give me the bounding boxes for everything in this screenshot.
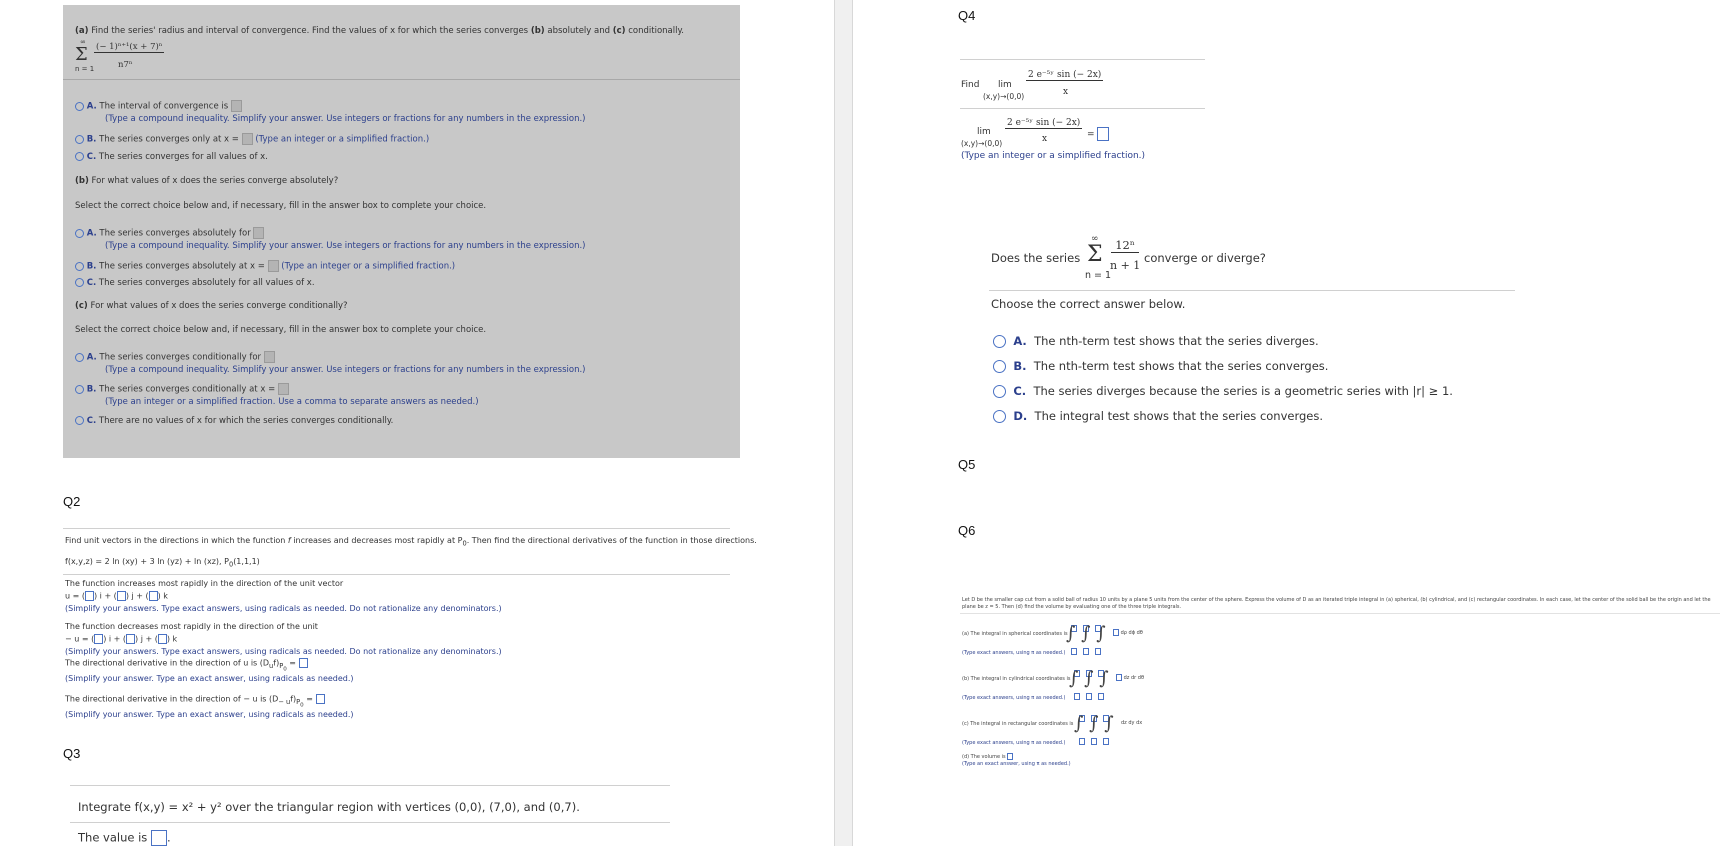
q6-d-row: (d) The volume is xyxy=(962,753,1013,760)
part-c-question: (c) For what values of x does the series converge conditionally? xyxy=(75,301,348,311)
neg-u-k-input[interactable] xyxy=(158,634,167,644)
radio-d[interactable] xyxy=(993,410,1006,423)
series-option-d[interactable]: D. The integral test shows that the series converges. xyxy=(993,409,1323,423)
option-b[interactable]: B. The series converges only at x = (Type an integer or a simplified fraction.) xyxy=(75,133,429,145)
answer-box[interactable] xyxy=(264,351,275,363)
hint: (Type an integer or a simplified fraction.) xyxy=(961,151,1146,161)
answer-box[interactable] xyxy=(242,133,253,145)
option-c[interactable]: C. There are no values of x for which the series converges conditionally. xyxy=(75,416,393,426)
q2-function: f(x,y,z) = 2 ln (xy) + 3 ln (yz) + ln (xz), $P_0(1,1,1)$ xyxy=(65,557,260,569)
series-denominator: n7ⁿ xyxy=(118,60,133,70)
hint: (Type a compound inequality. Simplify your answer. Use integers or fractions for any numbers in the expression.) xyxy=(105,241,586,251)
radio-b[interactable] xyxy=(75,385,84,394)
radio-c[interactable] xyxy=(75,278,84,287)
answer-box[interactable] xyxy=(231,100,242,112)
u-k-input[interactable] xyxy=(149,591,158,601)
q4-denominator: x xyxy=(1063,87,1069,97)
integrand-input[interactable] xyxy=(1113,629,1119,636)
limit-input[interactable] xyxy=(1103,738,1109,745)
divider xyxy=(960,108,1205,109)
series-upper: ∞ xyxy=(80,38,86,46)
divider xyxy=(70,822,670,823)
part-b-question: (b) For what values of x does the series converge absolutely? xyxy=(75,176,339,186)
limit-input[interactable] xyxy=(1074,693,1080,700)
series-numerator: 12ⁿ xyxy=(1111,238,1139,253)
q2-increase-text: The function increases most rapidly in the direction of the unit vector xyxy=(65,579,344,588)
q2-prompt: Find unit vectors in the directions in which the function f increases and decreases most rapidly at $P_0$. Then find the directional derivatives of the function in those directions. xyxy=(65,536,757,548)
q1-prompt: (a) Find the series' radius and interval of convergence. Find the values of x for which the series converges (b) absolutely and (c) conditionally. xyxy=(75,26,684,36)
series-option-a[interactable]: A. The nth-term test shows that the series diverges. xyxy=(993,334,1319,348)
limit-input[interactable] xyxy=(1079,738,1085,745)
limit-input[interactable] xyxy=(1098,693,1104,700)
neg-u-vector-row: − u = ( ) i + ( ) j + ( ) k xyxy=(65,634,178,644)
volume-input[interactable] xyxy=(1007,753,1013,760)
u-j-input[interactable] xyxy=(117,591,126,601)
divider xyxy=(70,785,670,786)
series-denominator: n + 1 xyxy=(1110,259,1141,272)
q6-b-text: (b) The integral in cylindrical coordinates is xyxy=(962,676,1071,682)
series-sigma: Σ xyxy=(1087,242,1103,267)
option-a[interactable]: A. The interval of convergence is xyxy=(75,100,242,112)
hint: (Type an integer or a simplified fraction. Use a comma to separate answers as needed.) xyxy=(105,397,479,407)
q6-c-lower-limits xyxy=(1079,731,1109,750)
q6-b-lower-limits xyxy=(1074,686,1104,705)
divider xyxy=(63,574,730,575)
option-c[interactable]: C. The series converges for all values of x. xyxy=(75,152,268,162)
dir-deriv-neg-u-input[interactable] xyxy=(316,694,325,704)
radio-b[interactable] xyxy=(75,262,84,271)
series-numerator: (− 1)ⁿ⁺¹(x + 7)ⁿ xyxy=(96,42,163,52)
integral-signs: ∫ ∫ ∫ xyxy=(1074,713,1114,734)
hint: (Type exact answers, using π as needed.) xyxy=(962,650,1066,656)
series-suffix: converge or diverge? xyxy=(1144,251,1266,265)
radio-c[interactable] xyxy=(75,416,84,425)
radio-c[interactable] xyxy=(75,152,84,161)
q3-answer-row: The value is . xyxy=(78,830,171,845)
q4-lim-sub: (x,y)→(0,0) xyxy=(961,139,1003,148)
series-lower: n = 1 xyxy=(1085,270,1112,281)
q4-answer-row: = xyxy=(1087,127,1109,141)
q6-prompt: Let D be the smaller cap cut from a solid ball of radius 10 units by a plane 5 units from the center of the sphere. Express the volume of D as an iterated triple integral in (a) spherical, (b) cylindrical, and (c) rectangular coordinates. In each case, let the center of the solid ball be the origin and let the xyxy=(962,597,1711,603)
integral-signs: ∫ ∫ ∫ xyxy=(1066,623,1106,644)
hint: (Type a compound inequality. Simplify your answer. Use integers or fractions for any numbers in the expression.) xyxy=(105,365,586,375)
divider xyxy=(63,528,730,529)
answer-box[interactable] xyxy=(278,383,289,395)
q4-lim: lim xyxy=(977,127,991,137)
q6-a-integrand-row: dρ dϕ dθ xyxy=(1113,629,1143,636)
q4-lim-sub: (x,y)→(0,0) xyxy=(983,92,1025,101)
answer-box[interactable] xyxy=(253,227,264,239)
limit-input[interactable] xyxy=(1083,648,1089,655)
hint: (Simplify your answers. Type exact answers, using radicals as needed. Do not rationalize any denominators.) xyxy=(65,647,502,656)
option-c[interactable]: C. The series converges absolutely for all values of x. xyxy=(75,278,315,288)
integral-signs: ∫ ∫ ∫ xyxy=(1069,668,1109,689)
radio-c[interactable] xyxy=(993,385,1006,398)
answer-box[interactable] xyxy=(268,260,279,272)
neg-u-j-input[interactable] xyxy=(126,634,135,644)
q4-numerator: 2 e⁻⁵ʸ sin (− 2x) xyxy=(1007,118,1081,128)
q4-find: Find xyxy=(961,80,980,90)
part-c-instruction: Select the correct choice below and, if necessary, fill in the answer box to complete your choice. xyxy=(75,325,487,335)
divider xyxy=(960,613,1720,614)
hint: (Type a compound inequality. Simplify your answer. Use integers or fractions for any numbers in the expression.) xyxy=(105,114,586,124)
divider xyxy=(989,290,1515,291)
q2-label: Q2 xyxy=(63,494,81,509)
q3-label: Q3 xyxy=(63,746,81,761)
u-vector-row: u = ( ) i + ( ) j + ( ) k xyxy=(65,591,168,601)
radio-a[interactable] xyxy=(75,229,84,238)
u-i-input[interactable] xyxy=(85,591,94,601)
dir-deriv-neg-u-row: The directional derivative in the direction of − u is $(D_{- u}f)_{P_0}$ = xyxy=(65,694,325,708)
divider xyxy=(63,79,740,80)
q6-label: Q6 xyxy=(958,523,976,538)
q1-panel xyxy=(63,5,740,458)
dir-deriv-u-row: The directional derivative in the direction of u is $(D_uf)_{P_0}$ = xyxy=(65,658,308,672)
integrand-input[interactable] xyxy=(1116,674,1122,681)
q3-answer-input[interactable] xyxy=(151,830,167,846)
series-prefix: Does the series xyxy=(991,251,1081,265)
limit-input[interactable] xyxy=(1095,648,1101,655)
q4-numerator: 2 e⁻⁵ʸ sin (− 2x) xyxy=(1028,70,1102,80)
q4-label: Q4 xyxy=(958,8,976,23)
q4-lim: lim xyxy=(998,80,1012,90)
series-lower: n = 1 xyxy=(75,65,95,73)
radio-a[interactable] xyxy=(75,102,84,111)
q4-answer-input[interactable] xyxy=(1097,127,1109,141)
q6-prompt-2: plane be z = 5. Then (d) find the volume by evaluating one of the three triple integrals. xyxy=(962,604,1182,610)
series-instruction: Choose the correct answer below. xyxy=(991,297,1186,311)
limit-input[interactable] xyxy=(1086,693,1092,700)
hint: (Simplify your answers. Type exact answers, using radicals as needed. Do not rationalize any denominators.) xyxy=(65,604,502,613)
neg-u-i-input[interactable] xyxy=(94,634,103,644)
hint: (Type exact answers, using π as needed.) xyxy=(962,740,1066,746)
series-sigma: Σ xyxy=(75,44,88,65)
q6-b-integrand-row: dz dr dθ xyxy=(1116,674,1144,681)
option-a[interactable]: A. The series converges conditionally for xyxy=(75,351,275,363)
radio-a[interactable] xyxy=(75,353,84,362)
limit-input[interactable] xyxy=(1071,648,1077,655)
series-upper: ∞ xyxy=(1091,234,1099,244)
series-option-c[interactable]: C. The series diverges because the series is a geometric series with |r| ≥ 1. xyxy=(993,384,1453,398)
right-page xyxy=(853,0,1736,846)
hint: (Type exact answers, using π as needed.) xyxy=(962,695,1066,701)
q6-c-text: (c) The integral in rectangular coordinates is xyxy=(962,721,1074,727)
limit-input[interactable] xyxy=(1091,738,1097,745)
radio-b[interactable] xyxy=(993,360,1006,373)
left-page xyxy=(0,0,834,846)
q3-prompt: Integrate f(x,y) = x² + y² over the triangular region with vertices (0,0), (7,0), and (0,7). xyxy=(78,800,580,814)
q4-denominator: x xyxy=(1042,134,1048,144)
option-b[interactable]: B. The series converges absolutely at x = (Type an integer or a simplified fraction.) xyxy=(75,260,455,272)
page-gutter xyxy=(834,0,853,846)
q6-a-lower-limits xyxy=(1071,641,1101,660)
series-option-b[interactable]: B. The nth-term test shows that the series converges. xyxy=(993,359,1328,373)
option-a[interactable]: A. The series converges absolutely for xyxy=(75,227,264,239)
hint: (Type an exact answer, using π as needed.) xyxy=(962,761,1071,767)
q6-a-text: (a) The integral in spherical coordinates is xyxy=(962,631,1068,637)
part-b-instruction: Select the correct choice below and, if necessary, fill in the answer box to complete your choice. xyxy=(75,201,487,211)
dir-deriv-u-input[interactable] xyxy=(299,658,308,668)
hint: (Simplify your answer. Type an exact answer, using radicals as needed.) xyxy=(65,710,354,719)
divider xyxy=(960,59,1205,60)
q5-label: Q5 xyxy=(958,457,976,472)
radio-b[interactable] xyxy=(75,135,84,144)
q2-decrease-text: The function decreases most rapidly in the direction of the unit xyxy=(65,622,318,631)
radio-a[interactable] xyxy=(993,335,1006,348)
q6-c-diff: dz dy dx xyxy=(1121,720,1143,726)
hint: (Simplify your answer. Type an exact answer, using radicals as needed.) xyxy=(65,674,354,683)
option-b[interactable]: B. The series converges conditionally at x = xyxy=(75,383,289,395)
